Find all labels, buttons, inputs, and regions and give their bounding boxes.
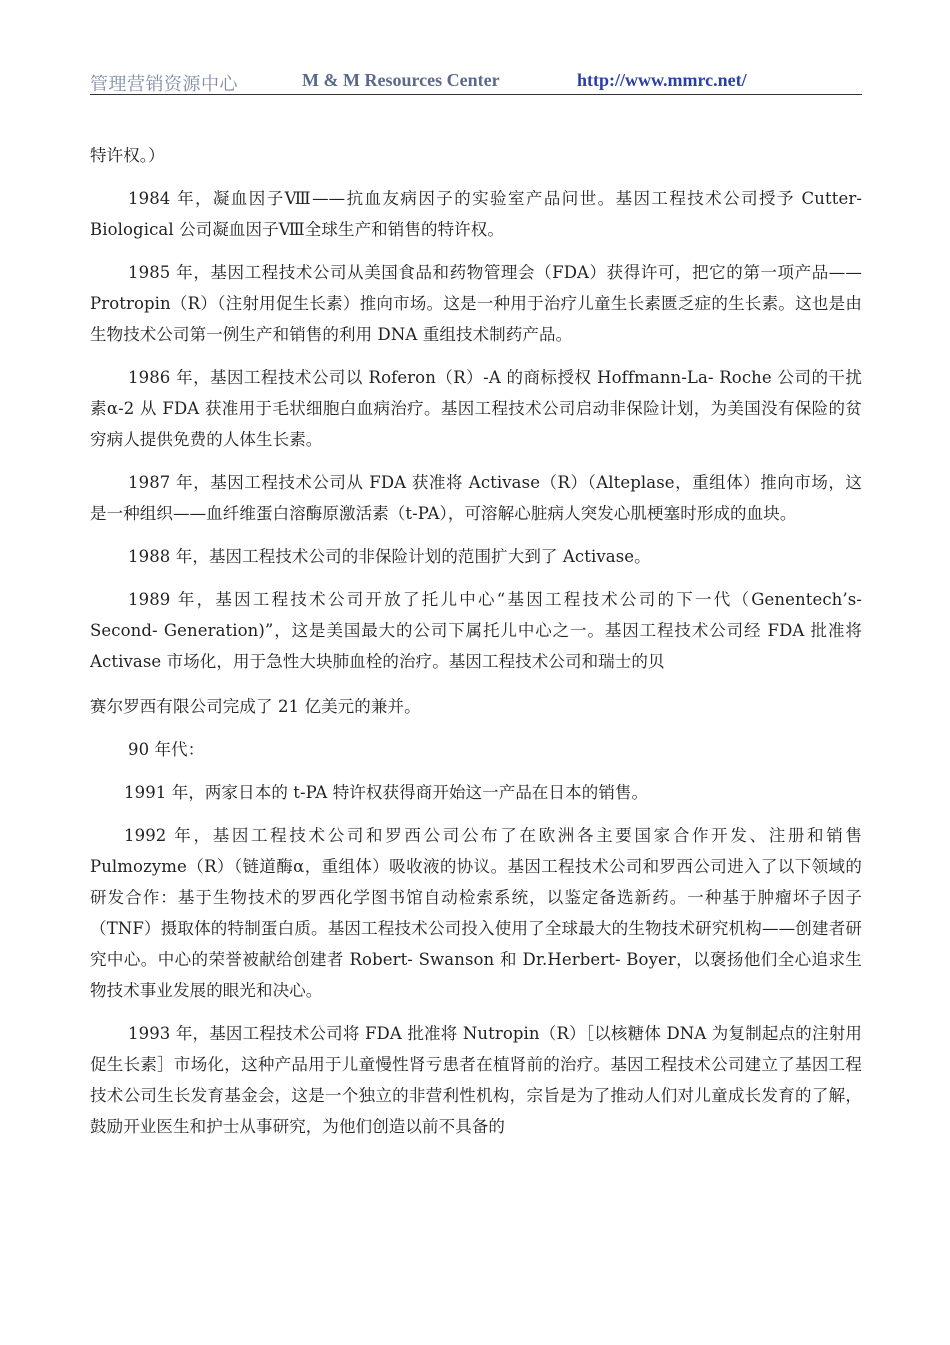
header-chinese-title: 管理营销资源中心 <box>90 74 238 95</box>
header-url-link[interactable]: http://www.mmrc.net/ <box>577 70 747 90</box>
paragraph-1986: 1986 年，基因工程技术公司以 Roferon（R）-A 的商标授权 Hoffmann-La- Roche 公司的干扰素α-2 从 FDA 获准用于毛状细胞白血病治疗。基因工程技术公司启动非保险计划，为美国没有保险的贫穷病人提供免费的人体生长素。 <box>90 368 862 449</box>
paragraph-1985: 1985 年，基因工程技术公司从美国食品和药物管理会（FDA）获得许可，把它的第一项产品——Protropin（R）（注射用促生长素）推向市场。这是一种用于治疗儿童生长素匮乏症的生长素。这也是由生物技术公司第一例生产和销售的利用 DNA 重组技术制药产品。 <box>90 263 862 344</box>
paragraph-1987: 1987 年，基因工程技术公司从 FDA 获准将 Activase（R）（Alteplase，重组体）推向市场，这是一种组织——血纤维蛋白溶酶原激活素（t-PA），可溶解心脏病人突发心肌梗塞时形成的血块。 <box>90 473 862 523</box>
paragraph-1989-continued: 赛尔罗西有限公司完成了 21 亿美元的兼并。 <box>90 697 421 716</box>
header-english-title: M & M Resources Center <box>302 70 500 90</box>
paragraph-1988: 1988 年，基因工程技术公司的非保险计划的范围扩大到了 Activase。 <box>128 547 651 566</box>
paragraph-1991: 1991 年，两家日本的 t-PA 特许权获得商开始这一产品在日本的销售。 <box>124 783 649 802</box>
paragraph-continued: 特许权。） <box>90 146 165 165</box>
document-body <box>90 140 862 1154</box>
paragraph-1984: 1984 年，凝血因子Ⅷ——抗血友病因子的实验室产品问世。基因工程技术公司授予 Cutter- Biological 公司凝血因子Ⅷ全球生产和销售的特许权。 <box>90 189 862 239</box>
page-header <box>90 68 862 95</box>
paragraph-1993: 1993 年，基因工程技术公司将 FDA 批准将 Nutropin（R）［以核糖体 DNA 为复制起点的注射用促生长素］市场化，这种产品用于儿童慢性肾亏患者在植肾前的治疗。基因工程技术公司建立了基因工程技术公司生长发育基金会，这是一个独立的非营利性机构，宗旨是为了推动人们对儿童成长发育的了解，鼓励开业医生和护士从事研究，为他们创造以前不具备的 <box>90 1024 862 1136</box>
paragraph-1992: 1992 年，基因工程技术公司和罗西公司公布了在欧洲各主要国家合作开发、注册和销售 Pulmozyme（R）（链道酶α，重组体）吸收液的协议。基因工程技术公司和罗西公司进入了以下领域的研发合作：基于生物技术的罗西化学图书馆自动检索系统，以鉴定备选新药。一种基于肿瘤坏子因子（TNF）摄取体的特制蛋白质。基因工程技术公司投入使用了全球最大的生物技术研究机构——创建者研究中心。中心的荣誉被献给创建者 Robert- Swanson 和 Dr.Herbert- Boyer，以褒扬他们全心追求生物技术事业发展的眼光和决心。 <box>90 826 862 1000</box>
section-heading-90s: 90 年代： <box>128 740 205 759</box>
paragraph-1989: 1989 年，基因工程技术公司开放了托儿中心“基因工程技术公司的下一代（Genentech’s- Second- Generation)”，这是美国最大的公司下属托儿中心之一。基因工程技术公司经 FDA 批准将 Activase 市场化，用于急性大块肺血栓的治疗。基因工程技术公司和瑞士的贝 <box>90 590 862 671</box>
